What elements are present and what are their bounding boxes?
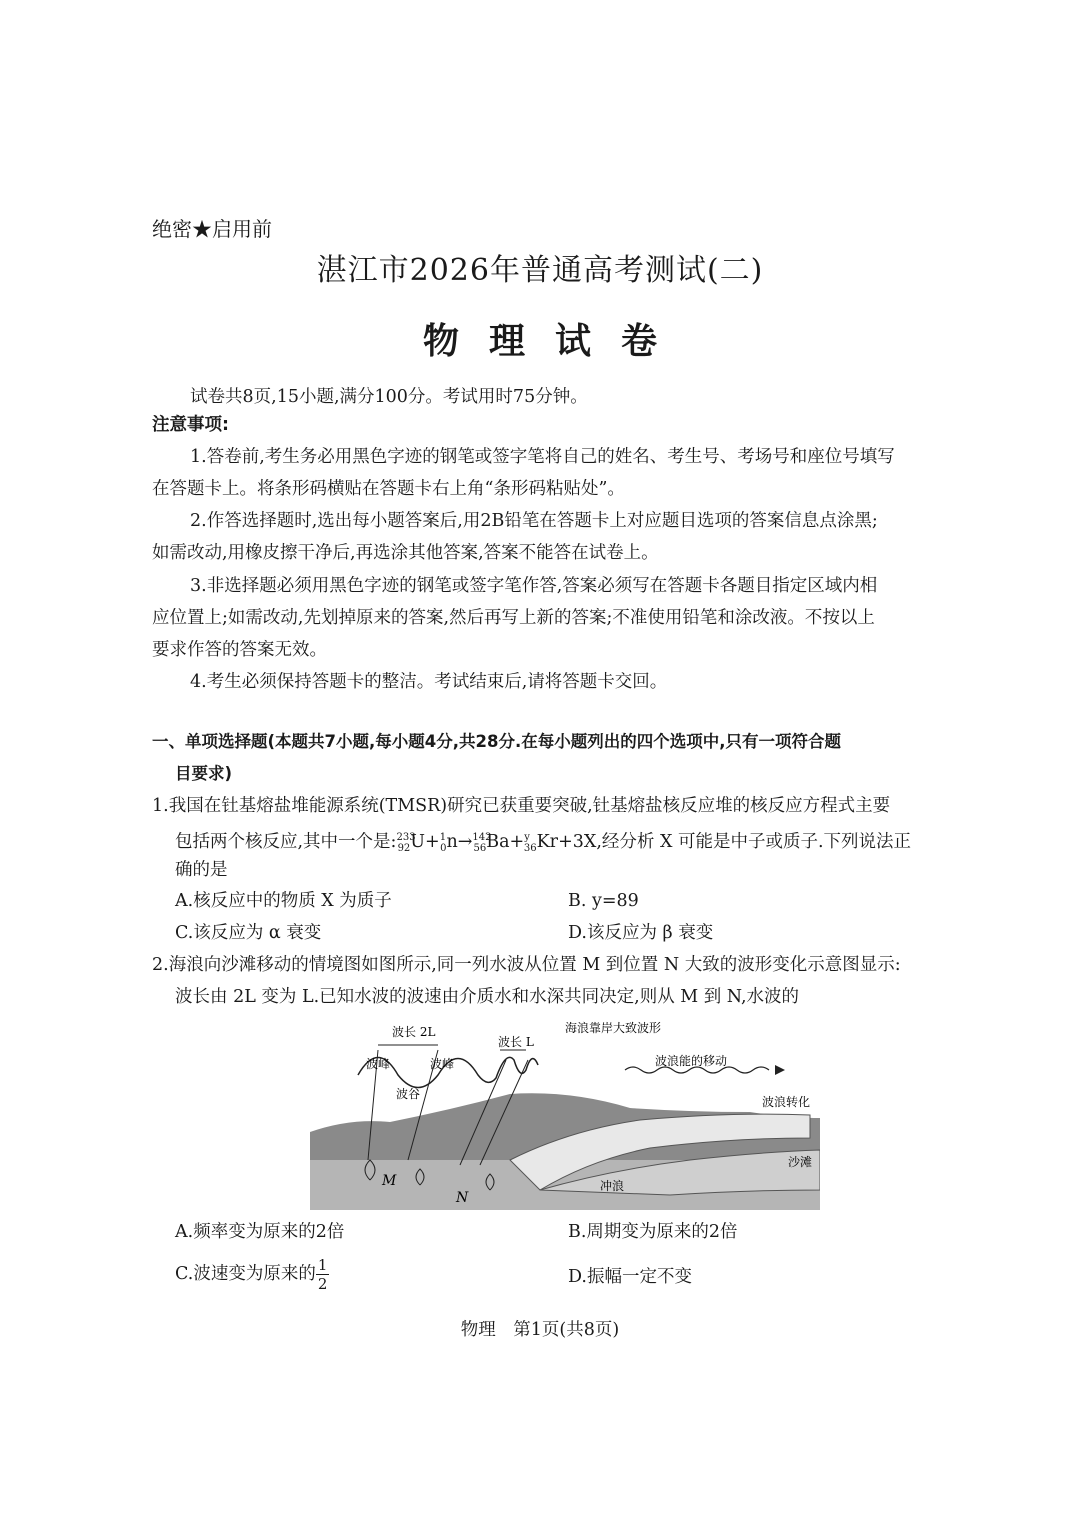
notice-heading: 注意事项:: [152, 415, 229, 435]
nuclear-equation: $^{233}_{92}$U+$^1_0$n→$^{142}_{56}$Ba+$^y_{36}$Kr+3X: [396, 831, 597, 855]
notice-item-2-cont: 如需改动,用橡皮擦干净后,再选涂其他答案,答案不能答在试卷上。: [152, 543, 659, 563]
label-wavelength-l: 波长 L: [498, 1035, 534, 1049]
label-transform: 波浪转化: [762, 1095, 811, 1109]
wave-figure: [310, 1020, 820, 1210]
q1-option-d: D.该反应为 β 衰变: [568, 923, 714, 943]
q2-option-d: D.振幅一定不变: [568, 1267, 692, 1287]
confidential-label: 绝密★启用前: [152, 217, 272, 241]
label-crest-2: 波峰: [430, 1057, 455, 1071]
q2-option-a: A.频率变为原来的2倍: [175, 1222, 345, 1242]
question-1-stem-line2: 包括两个核反应,其中一个是:$^{233}_{92}$U+$^1_0$n→$^{142}_{56}$Ba+$^y_{36}$Kr+3X,经分析 X 可能是中子或质子.下列说法正: [175, 831, 912, 855]
label-m: M: [382, 1173, 397, 1189]
label-energy: 波浪能的移动: [655, 1054, 728, 1068]
notice-item-3-cont: 应位置上;如需改动,先划掉原来的答案,然后再写上新的答案;不准使用铅笔和涂改液。不按以上: [152, 608, 875, 628]
q2-option-b: B.周期变为原来的2倍: [568, 1222, 738, 1242]
q1-option-b: B. y=89: [568, 891, 639, 911]
label-trough: 波谷: [396, 1087, 421, 1101]
notice-item-1-cont: 在答题卡上。将条形码横贴在答题卡右上角“条形码粘贴处”。: [152, 479, 625, 499]
figure-title: 海浪靠岸大致波形: [565, 1021, 662, 1035]
section-1-heading-cont: 目要求): [175, 764, 233, 783]
question-1-stem-line3: 确的是: [175, 860, 228, 880]
notice-item-2: 2.作答选择题时,选出每小题答案后,用2B铅笔在答题卡上对应题目选项的答案信息点涂黑;: [190, 511, 878, 531]
notice-item-3: 3.非选择题必须用黑色字迹的钢笔或签字笔作答,答案必须写在答题卡各题目指定区域内相: [190, 576, 878, 596]
label-wavelength-2l: 波长 2L: [392, 1025, 436, 1039]
label-surf: 冲浪: [600, 1179, 625, 1193]
notice-item-3-cont2: 要求作答的答案无效。: [152, 640, 327, 660]
page-footer: 物理 第1页(共8页): [460, 1320, 620, 1340]
section-1-heading: 一、单项选择题(本题共7小题,每小题4分,共28分.在每小题列出的四个选项中,只有一项符合题: [152, 732, 842, 751]
label-beach: 沙滩: [788, 1155, 813, 1169]
notice-item-4: 4.考生必须保持答题卡的整洁。考试结束后,请将答题卡交回。: [190, 672, 668, 692]
q2-option-c: C.波速变为原来的 $\frac{1}{2}$: [175, 1256, 328, 1293]
exam-intro: 试卷共8页,15小题,满分100分。考试用时75分钟。: [190, 387, 588, 407]
label-crest-1: 波峰: [366, 1057, 391, 1071]
exam-title: 湛江市2026年普通高考测试(二): [316, 253, 764, 288]
question-2-stem-line2: 波长由 2L 变为 L.已知水波的波速由介质水和水深共同决定,则从 M 到 N,水波的: [175, 987, 800, 1007]
subject-title: 物理试卷: [422, 320, 687, 362]
q1-option-a: A.核反应中的物质 X 为质子: [175, 891, 392, 911]
question-1-stem: 1.我国在钍基熔盐堆能源系统(TMSR)研究已获重要突破,钍基熔盐核反应堆的核反应方程式主要: [152, 796, 891, 816]
fraction-one-half: $\frac{1}{2}$: [317, 1256, 328, 1293]
label-n: N: [456, 1190, 469, 1206]
notice-item-1: 1.答卷前,考生务必用黑色字迹的钢笔或签字笔将自己的姓名、考生号、考场号和座位号填写: [190, 447, 895, 467]
q1-option-c: C.该反应为 α 衰变: [175, 923, 322, 943]
question-2-stem: 2.海浪向沙滩移动的情境图如图所示,同一列水波从位置 M 到位置 N 大致的波形变化示意图显示:: [152, 955, 901, 975]
